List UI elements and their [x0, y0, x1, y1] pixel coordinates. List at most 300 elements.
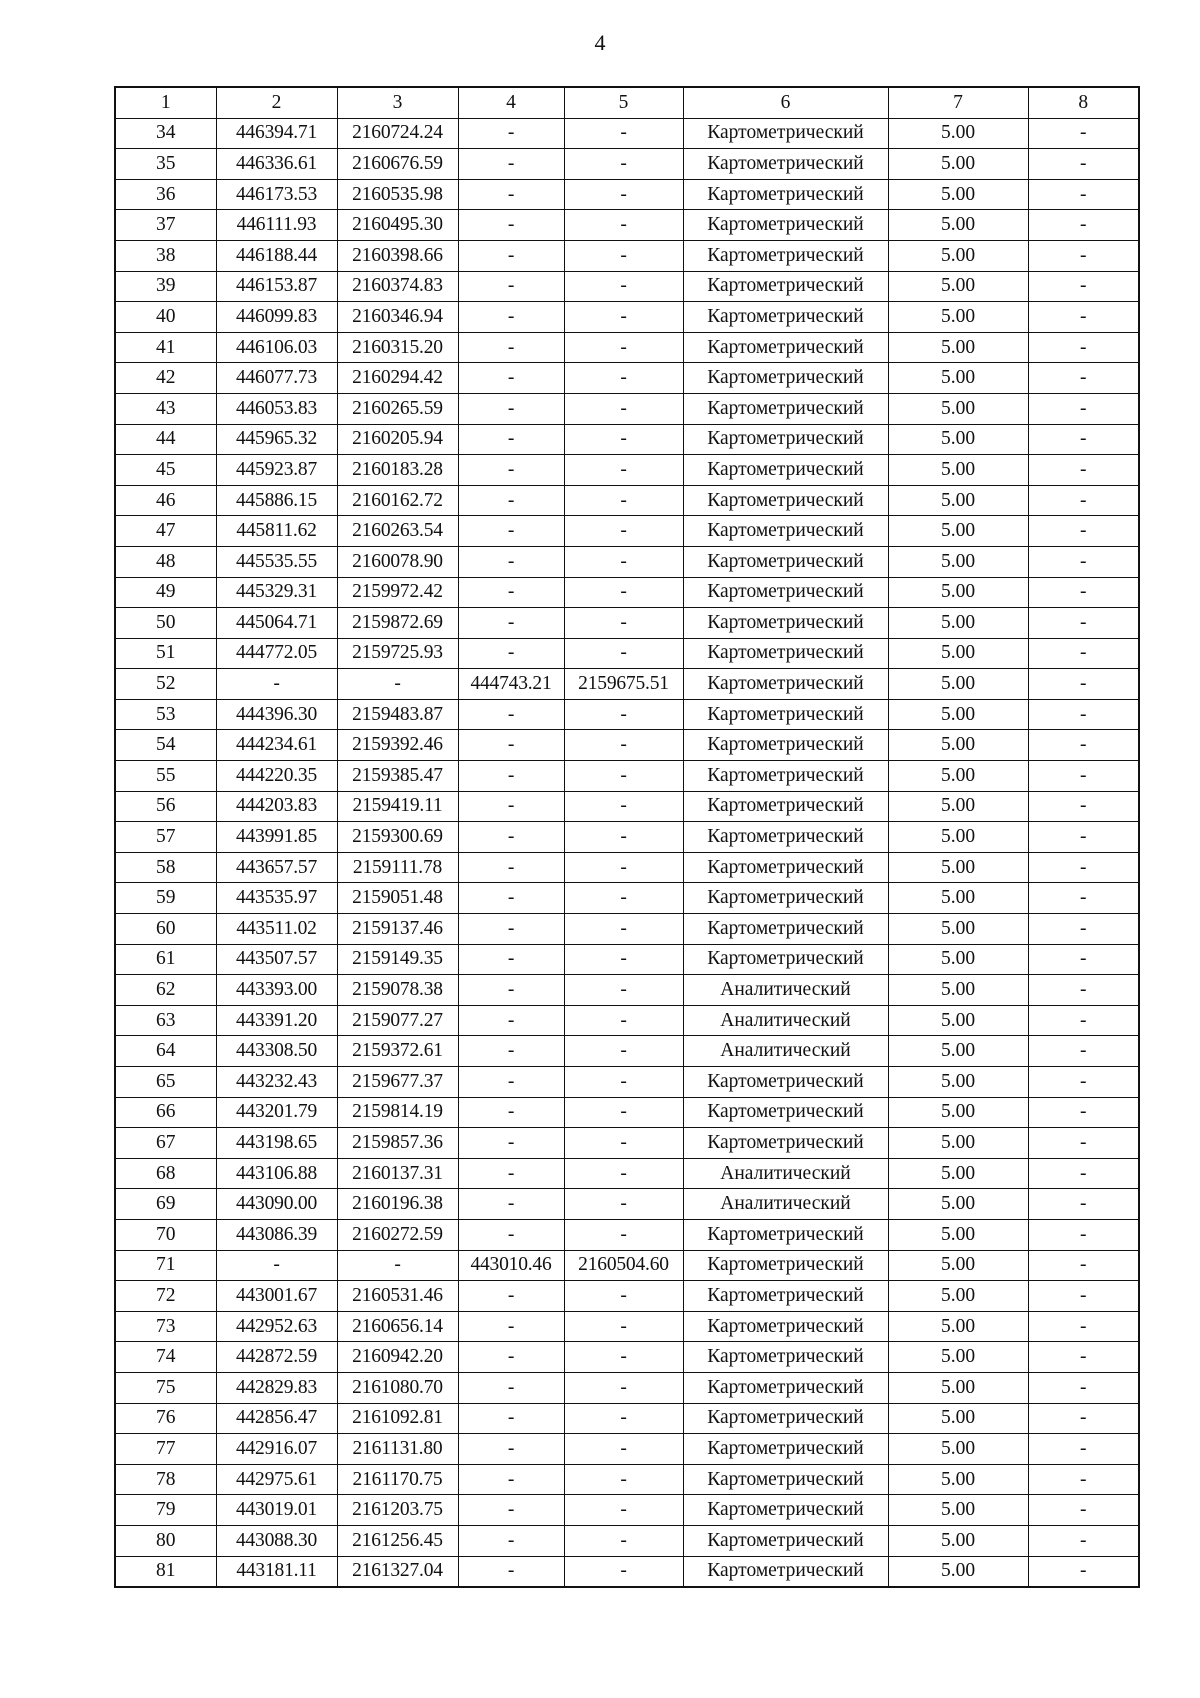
table-cell-col-6: Аналитический	[683, 1189, 888, 1220]
table-cell-col-1: 63	[115, 1005, 216, 1036]
table-cell-col-6: Картометрический	[683, 1311, 888, 1342]
table-cell-col-6: Картометрический	[683, 118, 888, 149]
table-cell-col-8: -	[1028, 240, 1139, 271]
table-cell-col-5: -	[564, 1189, 683, 1220]
table-cell-col-7: 5.00	[888, 1556, 1028, 1587]
table-cell-col-5: -	[564, 485, 683, 516]
table-cell-col-1: 80	[115, 1525, 216, 1556]
table-cell-col-6: Картометрический	[683, 424, 888, 455]
table-cell-col-3: 2161092.81	[337, 1403, 458, 1434]
table-cell-col-8: -	[1028, 730, 1139, 761]
table-cell-col-5: -	[564, 761, 683, 792]
table-cell-col-6: Картометрический	[683, 210, 888, 241]
table-cell-col-2: 443086.39	[216, 1219, 337, 1250]
table-cell-col-5: -	[564, 210, 683, 241]
table-cell-col-6: Картометрический	[683, 1097, 888, 1128]
table-cell-col-8: -	[1028, 1525, 1139, 1556]
table-cell-col-6: Картометрический	[683, 455, 888, 486]
table-row	[115, 699, 1139, 730]
table-cell-col-3: 2161256.45	[337, 1525, 458, 1556]
table-cell-col-1: 43	[115, 393, 216, 424]
table-cell-col-6: Картометрический	[683, 914, 888, 945]
table-cell-col-6: Картометрический	[683, 1067, 888, 1098]
table-cell-col-5: -	[564, 1464, 683, 1495]
table-cell-col-7: 5.00	[888, 761, 1028, 792]
table-cell-col-5: -	[564, 1281, 683, 1312]
table-cell-col-8: -	[1028, 1464, 1139, 1495]
column-header-6: 6	[683, 87, 888, 118]
table-cell-col-6: Картометрический	[683, 1464, 888, 1495]
table-cell-col-1: 46	[115, 485, 216, 516]
table-row	[115, 669, 1139, 700]
column-header-1: 1	[115, 87, 216, 118]
table-cell-col-4: -	[458, 1189, 564, 1220]
table-cell-col-5: -	[564, 1097, 683, 1128]
table-cell-col-4: -	[458, 1464, 564, 1495]
table-cell-col-2: 445811.62	[216, 516, 337, 547]
table-cell-col-8: -	[1028, 1097, 1139, 1128]
table-cell-col-6: Аналитический	[683, 1005, 888, 1036]
table-cell-col-4: -	[458, 1403, 564, 1434]
table-cell-col-7: 5.00	[888, 1281, 1028, 1312]
table-cell-col-8: -	[1028, 485, 1139, 516]
table-cell-col-2: 442916.07	[216, 1434, 337, 1465]
table-cell-col-4: -	[458, 822, 564, 853]
table-cell-col-3: 2159137.46	[337, 914, 458, 945]
table-cell-col-5: -	[564, 1067, 683, 1098]
table-cell-col-1: 38	[115, 240, 216, 271]
table-row	[115, 1158, 1139, 1189]
table-cell-col-7: 5.00	[888, 1219, 1028, 1250]
table-cell-col-6: Картометрический	[683, 1281, 888, 1312]
table-cell-col-1: 64	[115, 1036, 216, 1067]
table-cell-col-7: 5.00	[888, 914, 1028, 945]
table-row	[115, 1128, 1139, 1159]
table-cell-col-1: 73	[115, 1311, 216, 1342]
table-row	[115, 852, 1139, 883]
table-row	[115, 149, 1139, 180]
table-cell-col-5: -	[564, 1005, 683, 1036]
table-cell-col-2: 445535.55	[216, 546, 337, 577]
table-cell-col-3: 2160183.28	[337, 455, 458, 486]
table-cell-col-4: -	[458, 1342, 564, 1373]
table-cell-col-7: 5.00	[888, 1189, 1028, 1220]
table-cell-col-7: 5.00	[888, 883, 1028, 914]
table-cell-col-1: 44	[115, 424, 216, 455]
table-cell-col-6: Картометрический	[683, 577, 888, 608]
table-cell-col-1: 45	[115, 455, 216, 486]
table-cell-col-5: -	[564, 1556, 683, 1587]
table-cell-col-2: 446053.83	[216, 393, 337, 424]
table-cell-col-7: 5.00	[888, 975, 1028, 1006]
table-cell-col-1: 76	[115, 1403, 216, 1434]
table-cell-col-1: 58	[115, 852, 216, 883]
table-cell-col-3: 2160205.94	[337, 424, 458, 455]
table-cell-col-8: -	[1028, 1403, 1139, 1434]
table-cell-col-1: 62	[115, 975, 216, 1006]
table-cell-col-1: 41	[115, 332, 216, 363]
table-row	[115, 424, 1139, 455]
table-cell-col-4: -	[458, 1311, 564, 1342]
table-cell-col-6: Картометрический	[683, 730, 888, 761]
column-header-8: 8	[1028, 87, 1139, 118]
table-cell-col-8: -	[1028, 546, 1139, 577]
table-cell-col-1: 78	[115, 1464, 216, 1495]
table-cell-col-8: -	[1028, 699, 1139, 730]
table-cell-col-2: 442952.63	[216, 1311, 337, 1342]
table-cell-col-1: 81	[115, 1556, 216, 1587]
table-cell-col-6: Картометрический	[683, 516, 888, 547]
table-cell-col-8: -	[1028, 1005, 1139, 1036]
table-cell-col-4: -	[458, 240, 564, 271]
table-cell-col-2: 445923.87	[216, 455, 337, 486]
table-cell-col-5: -	[564, 1342, 683, 1373]
table-cell-col-3: 2160374.83	[337, 271, 458, 302]
page-number: 4	[594, 30, 606, 55]
table-cell-col-8: -	[1028, 1372, 1139, 1403]
table-row	[115, 1036, 1139, 1067]
table-cell-col-2: 445886.15	[216, 485, 337, 516]
table-cell-col-4: -	[458, 546, 564, 577]
table-cell-col-1: 74	[115, 1342, 216, 1373]
table-cell-col-8: -	[1028, 1250, 1139, 1281]
table-cell-col-1: 50	[115, 608, 216, 639]
table-row	[115, 822, 1139, 853]
table-cell-col-8: -	[1028, 179, 1139, 210]
table-cell-col-3: 2159372.61	[337, 1036, 458, 1067]
table-cell-col-7: 5.00	[888, 1464, 1028, 1495]
table-cell-col-8: -	[1028, 1342, 1139, 1373]
table-cell-col-7: 5.00	[888, 822, 1028, 853]
table-cell-col-6: Картометрический	[683, 240, 888, 271]
table-row	[115, 608, 1139, 639]
table-cell-col-6: Картометрический	[683, 699, 888, 730]
table-cell-col-5: -	[564, 363, 683, 394]
table-cell-col-7: 5.00	[888, 1158, 1028, 1189]
table-cell-col-2: 443001.67	[216, 1281, 337, 1312]
table-cell-col-5: -	[564, 1036, 683, 1067]
table-cell-col-5: -	[564, 944, 683, 975]
table-cell-col-8: -	[1028, 1311, 1139, 1342]
table-cell-col-7: 5.00	[888, 608, 1028, 639]
table-row	[115, 1464, 1139, 1495]
table-cell-col-7: 5.00	[888, 424, 1028, 455]
table-cell-col-7: 5.00	[888, 699, 1028, 730]
table-cell-col-5: -	[564, 699, 683, 730]
table-cell-col-5: -	[564, 883, 683, 914]
table-cell-col-3: 2160656.14	[337, 1311, 458, 1342]
table-cell-col-2: 446111.93	[216, 210, 337, 241]
table-cell-col-8: -	[1028, 118, 1139, 149]
table-row	[115, 1434, 1139, 1465]
table-cell-col-3: 2160531.46	[337, 1281, 458, 1312]
table-cell-col-5: -	[564, 1403, 683, 1434]
table-cell-col-5: -	[564, 240, 683, 271]
table-cell-col-3: -	[337, 669, 458, 700]
table-cell-col-1: 36	[115, 179, 216, 210]
table-cell-col-6: Картометрический	[683, 271, 888, 302]
table-cell-col-6: Картометрический	[683, 302, 888, 333]
table-cell-col-4: -	[458, 455, 564, 486]
table-cell-col-3: 2160196.38	[337, 1189, 458, 1220]
table-cell-col-7: 5.00	[888, 944, 1028, 975]
table-cell-col-4: -	[458, 761, 564, 792]
table-cell-col-7: 5.00	[888, 730, 1028, 761]
table-cell-col-2: -	[216, 1250, 337, 1281]
table-cell-col-4: -	[458, 1281, 564, 1312]
table-cell-col-3: 2160346.94	[337, 302, 458, 333]
table-row	[115, 730, 1139, 761]
table-cell-col-5: -	[564, 1219, 683, 1250]
table-row	[115, 546, 1139, 577]
table-cell-col-5: -	[564, 455, 683, 486]
table-cell-col-7: 5.00	[888, 1403, 1028, 1434]
table-cell-col-7: 5.00	[888, 638, 1028, 669]
table-cell-col-6: Аналитический	[683, 1158, 888, 1189]
table-cell-col-1: 51	[115, 638, 216, 669]
table-cell-col-8: -	[1028, 1189, 1139, 1220]
table-cell-col-2: 443232.43	[216, 1067, 337, 1098]
table-cell-col-3: 2160398.66	[337, 240, 458, 271]
table-cell-col-2: 446173.53	[216, 179, 337, 210]
table-cell-col-4: -	[458, 363, 564, 394]
table-cell-col-4: -	[458, 1158, 564, 1189]
table-cell-col-7: 5.00	[888, 485, 1028, 516]
table-cell-col-3: 2160162.72	[337, 485, 458, 516]
table-row	[115, 1525, 1139, 1556]
table-cell-col-2: 446077.73	[216, 363, 337, 394]
table-cell-col-8: -	[1028, 393, 1139, 424]
table-cell-col-1: 77	[115, 1434, 216, 1465]
table-cell-col-3: 2160272.59	[337, 1219, 458, 1250]
table-cell-col-2: 446099.83	[216, 302, 337, 333]
table-cell-col-6: Аналитический	[683, 975, 888, 1006]
table-cell-col-3: 2159051.48	[337, 883, 458, 914]
table-cell-col-8: -	[1028, 271, 1139, 302]
table-cell-col-5: -	[564, 608, 683, 639]
table-cell-col-3: 2160942.20	[337, 1342, 458, 1373]
table-cell-col-3: 2160495.30	[337, 210, 458, 241]
table-cell-col-8: -	[1028, 302, 1139, 333]
table-cell-col-2: 444234.61	[216, 730, 337, 761]
table-cell-col-4: -	[458, 302, 564, 333]
table-cell-col-5: -	[564, 791, 683, 822]
table-cell-col-8: -	[1028, 669, 1139, 700]
table-cell-col-6: Картометрический	[683, 944, 888, 975]
table-cell-col-3: 2159077.27	[337, 1005, 458, 1036]
table-cell-col-8: -	[1028, 516, 1139, 547]
table-cell-col-6: Картометрический	[683, 1403, 888, 1434]
table-cell-col-5: -	[564, 516, 683, 547]
table-row	[115, 577, 1139, 608]
table-cell-col-3: 2159972.42	[337, 577, 458, 608]
table-cell-col-5: 2160504.60	[564, 1250, 683, 1281]
table-cell-col-6: Картометрический	[683, 883, 888, 914]
table-cell-col-3: 2161080.70	[337, 1372, 458, 1403]
table-cell-col-5: -	[564, 1525, 683, 1556]
table-cell-col-4: -	[458, 852, 564, 883]
table-cell-col-4: -	[458, 914, 564, 945]
table-cell-col-3: 2159078.38	[337, 975, 458, 1006]
table-cell-col-2: 444772.05	[216, 638, 337, 669]
table-cell-col-3: 2159725.93	[337, 638, 458, 669]
column-header-5: 5	[564, 87, 683, 118]
table-row	[115, 944, 1139, 975]
table-row	[115, 210, 1139, 241]
table-cell-col-2: 443511.02	[216, 914, 337, 945]
table-cell-col-3: 2159392.46	[337, 730, 458, 761]
table-cell-col-3: 2159872.69	[337, 608, 458, 639]
table-row	[115, 1372, 1139, 1403]
table-cell-col-6: Картометрический	[683, 791, 888, 822]
table-cell-col-1: 70	[115, 1219, 216, 1250]
table-cell-col-8: -	[1028, 455, 1139, 486]
table-row	[115, 302, 1139, 333]
table-cell-col-5: -	[564, 577, 683, 608]
table-cell-col-2: 443507.57	[216, 944, 337, 975]
table-cell-col-5: -	[564, 271, 683, 302]
table-cell-col-1: 67	[115, 1128, 216, 1159]
table-cell-col-3: 2160137.31	[337, 1158, 458, 1189]
table-cell-col-4: 444743.21	[458, 669, 564, 700]
table-cell-col-8: -	[1028, 332, 1139, 363]
header-row	[115, 87, 1139, 118]
table-cell-col-1: 34	[115, 118, 216, 149]
column-header-3: 3	[337, 87, 458, 118]
table-cell-col-3: 2159300.69	[337, 822, 458, 853]
table-cell-col-5: -	[564, 1311, 683, 1342]
table-cell-col-8: -	[1028, 944, 1139, 975]
table-row	[115, 118, 1139, 149]
table-cell-col-3: 2160315.20	[337, 332, 458, 363]
table-cell-col-8: -	[1028, 1128, 1139, 1159]
table-cell-col-5: -	[564, 1434, 683, 1465]
table-cell-col-7: 5.00	[888, 1525, 1028, 1556]
table-cell-col-4: -	[458, 1005, 564, 1036]
table-cell-col-4: -	[458, 1219, 564, 1250]
table-cell-col-5: -	[564, 546, 683, 577]
table-cell-col-3: 2159814.19	[337, 1097, 458, 1128]
table-cell-col-6: Картометрический	[683, 608, 888, 639]
table-cell-col-5: -	[564, 1158, 683, 1189]
table-cell-col-3: 2160535.98	[337, 179, 458, 210]
table-cell-col-6: Картометрический	[683, 179, 888, 210]
table-cell-col-6: Картометрический	[683, 363, 888, 394]
table-row	[115, 1097, 1139, 1128]
table-cell-col-2: 444396.30	[216, 699, 337, 730]
table-cell-col-2: 443308.50	[216, 1036, 337, 1067]
table-cell-col-3: 2159149.35	[337, 944, 458, 975]
table-row	[115, 638, 1139, 669]
table-cell-col-2: 446106.03	[216, 332, 337, 363]
table-header	[115, 87, 1139, 118]
table-cell-col-4: -	[458, 516, 564, 547]
table-cell-col-4: -	[458, 332, 564, 363]
table-cell-col-2: 443201.79	[216, 1097, 337, 1128]
table-cell-col-4: -	[458, 1495, 564, 1526]
table-cell-col-4: -	[458, 424, 564, 455]
table-cell-col-2: 443391.20	[216, 1005, 337, 1036]
table-cell-col-8: -	[1028, 638, 1139, 669]
table-cell-col-8: -	[1028, 791, 1139, 822]
table-cell-col-4: 443010.46	[458, 1250, 564, 1281]
table-cell-col-2: 442872.59	[216, 1342, 337, 1373]
table-row	[115, 1281, 1139, 1312]
table-row	[115, 1403, 1139, 1434]
table-cell-col-1: 72	[115, 1281, 216, 1312]
table-cell-col-7: 5.00	[888, 546, 1028, 577]
table-cell-col-6: Картометрический	[683, 822, 888, 853]
table-cell-col-5: -	[564, 118, 683, 149]
column-header-7: 7	[888, 87, 1028, 118]
table-row	[115, 240, 1139, 271]
table-cell-col-3: 2159857.36	[337, 1128, 458, 1159]
table-cell-col-7: 5.00	[888, 1495, 1028, 1526]
table-cell-col-6: Картометрический	[683, 761, 888, 792]
table-cell-col-7: 5.00	[888, 240, 1028, 271]
table-cell-col-7: 5.00	[888, 302, 1028, 333]
table-cell-col-6: Картометрический	[683, 149, 888, 180]
table-cell-col-6: Аналитический	[683, 1036, 888, 1067]
table-cell-col-4: -	[458, 149, 564, 180]
table-cell-col-2: 446394.71	[216, 118, 337, 149]
table-cell-col-1: 55	[115, 761, 216, 792]
table-row	[115, 271, 1139, 302]
table-cell-col-2: 443198.65	[216, 1128, 337, 1159]
table-cell-col-1: 71	[115, 1250, 216, 1281]
table-cell-col-2: 443088.30	[216, 1525, 337, 1556]
table-cell-col-3: 2161131.80	[337, 1434, 458, 1465]
table-cell-col-4: -	[458, 1036, 564, 1067]
table-row	[115, 1495, 1139, 1526]
table-cell-col-2: 443393.00	[216, 975, 337, 1006]
table-cell-col-4: -	[458, 730, 564, 761]
table-cell-col-6: Картометрический	[683, 1342, 888, 1373]
table-cell-col-4: -	[458, 883, 564, 914]
table-cell-col-8: -	[1028, 1158, 1139, 1189]
table-cell-col-2: 444220.35	[216, 761, 337, 792]
table-cell-col-2: 446188.44	[216, 240, 337, 271]
table-cell-col-7: 5.00	[888, 271, 1028, 302]
table-cell-col-4: -	[458, 608, 564, 639]
table-cell-col-5: -	[564, 1495, 683, 1526]
table-cell-col-4: -	[458, 1434, 564, 1465]
table-cell-col-7: 5.00	[888, 1097, 1028, 1128]
table-cell-col-3: 2160294.42	[337, 363, 458, 394]
table-cell-col-8: -	[1028, 1281, 1139, 1312]
table-cell-col-5: -	[564, 179, 683, 210]
table-cell-col-5: -	[564, 730, 683, 761]
table-cell-col-5: -	[564, 1372, 683, 1403]
table-cell-col-4: -	[458, 210, 564, 241]
table-cell-col-3: 2159385.47	[337, 761, 458, 792]
table-row	[115, 455, 1139, 486]
table-cell-col-8: -	[1028, 424, 1139, 455]
table-cell-col-1: 79	[115, 1495, 216, 1526]
table-cell-col-3: 2160078.90	[337, 546, 458, 577]
table-row	[115, 393, 1139, 424]
table-row	[115, 1311, 1139, 1342]
table-row	[115, 1556, 1139, 1587]
table-cell-col-3: 2160676.59	[337, 149, 458, 180]
table-cell-col-1: 35	[115, 149, 216, 180]
table-row	[115, 179, 1139, 210]
table-cell-col-7: 5.00	[888, 149, 1028, 180]
table-cell-col-7: 5.00	[888, 791, 1028, 822]
table-cell-col-5: -	[564, 852, 683, 883]
table-cell-col-8: -	[1028, 883, 1139, 914]
table-cell-col-4: -	[458, 944, 564, 975]
